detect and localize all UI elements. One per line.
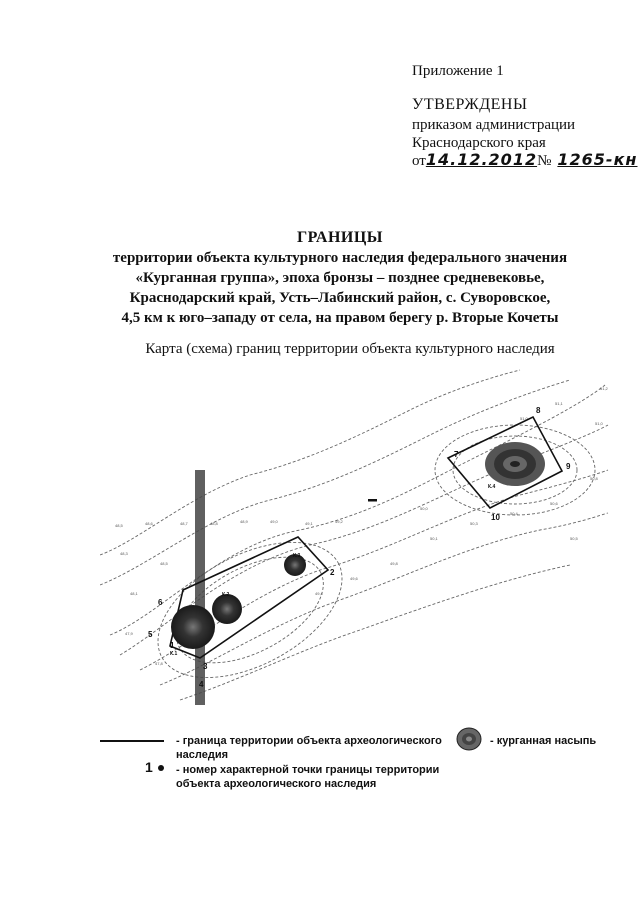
point-label-7: 7 [454,450,459,459]
svg-text:49,6: 49,6 [350,576,358,581]
svg-text:50,0: 50,0 [420,506,428,511]
svg-text:49,4: 49,4 [315,591,323,596]
mound-k1 [171,605,215,649]
legend-mound-icon [455,726,483,752]
svg-text:48,3: 48,3 [120,551,128,556]
site-map [100,365,610,710]
legend-boundary-text: - граница территории объекта археологического наследия [176,735,442,761]
svg-text:47,9: 47,9 [125,631,133,636]
svg-text:48,1: 48,1 [130,591,138,596]
point-label-3: 3 [203,662,208,671]
title-line-1: территории объекта культурного наследия федерального значения [112,250,568,266]
map-dash-mark [368,499,377,502]
order-line-1: приказом администрации [412,117,576,133]
order-text [412,116,575,152]
svg-text:51,1: 51,1 [555,401,563,406]
map-caption: Карта (схема) границ территории объекта культурного наследия [145,341,555,357]
number-prefix: № [537,153,552,169]
title-line-3: Краснодарский край, Усть–Лабинский район, с. Суворовское, [129,290,551,306]
order-line-2: Краснодарского края [412,135,546,151]
legend-boundary-line [100,740,164,742]
svg-text:49,8: 49,8 [390,561,398,566]
point-label-2: 2 [330,568,335,577]
title-line-4: 4,5 км к юго–западу от села, на правом берегу р. Вторые Кочеты [121,310,559,326]
mound-label-k3: К.3 [293,553,301,559]
svg-text:50,6: 50,6 [550,501,558,506]
svg-text:50,5: 50,5 [570,536,578,541]
title-main: ГРАНИЦЫ [296,229,383,246]
legend-point-number-symbol: 1 [145,759,153,775]
handwritten-number: 1265-кн [557,150,638,169]
handwritten-date: 14.12.2012 [425,150,538,169]
svg-text:48,6: 48,6 [145,521,153,526]
svg-text:51,0: 51,0 [520,416,528,421]
appendix-label: Приложение 1 [412,63,504,79]
svg-text:48,7: 48,7 [180,521,188,526]
point-label-10: 10 [491,513,500,522]
mound-label-k4: К.4 [488,484,496,490]
svg-text:49,1: 49,1 [305,521,313,526]
svg-text:51,2: 51,2 [600,386,608,391]
svg-text:50,8: 50,8 [590,476,598,481]
svg-text:50,4: 50,4 [510,511,518,516]
svg-text:50,1: 50,1 [430,536,438,541]
title-line-2: «Курганная группа», эпоха бронзы – позднее средневековье, [135,270,545,286]
document-title [90,228,590,328]
point-label-8: 8 [536,406,541,415]
legend-point-dot-icon [158,765,164,771]
svg-text:49,0: 49,0 [270,519,278,524]
mound-k4 [485,442,545,486]
mound-k2 [212,594,242,624]
point-label-6: 6 [158,598,163,607]
date-prefix: от [412,153,426,169]
point-label-9: 9 [566,462,571,471]
svg-text:50,3: 50,3 [470,521,478,526]
svg-text:48,5: 48,5 [115,523,123,528]
svg-text:51,0: 51,0 [595,421,603,426]
point-label-5: 5 [148,630,153,639]
approved-heading: УТВЕРЖДЕНЫ [412,96,528,113]
legend-point-number-text: - номер характерной точки границы территории объекта археологического наследия [176,764,440,790]
svg-text:47,8: 47,8 [155,661,163,666]
point-label-4: 4 [199,680,204,689]
date-number-line [412,150,637,170]
svg-text:48,8: 48,8 [210,521,218,526]
svg-text:49,2: 49,2 [335,519,343,524]
legend-mound-text: - курганная насыпь [490,735,597,747]
mound-label-k2: К.2 [222,592,230,598]
svg-text:48,5: 48,5 [160,561,168,566]
svg-text:48,9: 48,9 [240,519,248,524]
point-label-1: 1 [170,641,175,650]
mound-label-k1: К.1 [170,651,178,657]
